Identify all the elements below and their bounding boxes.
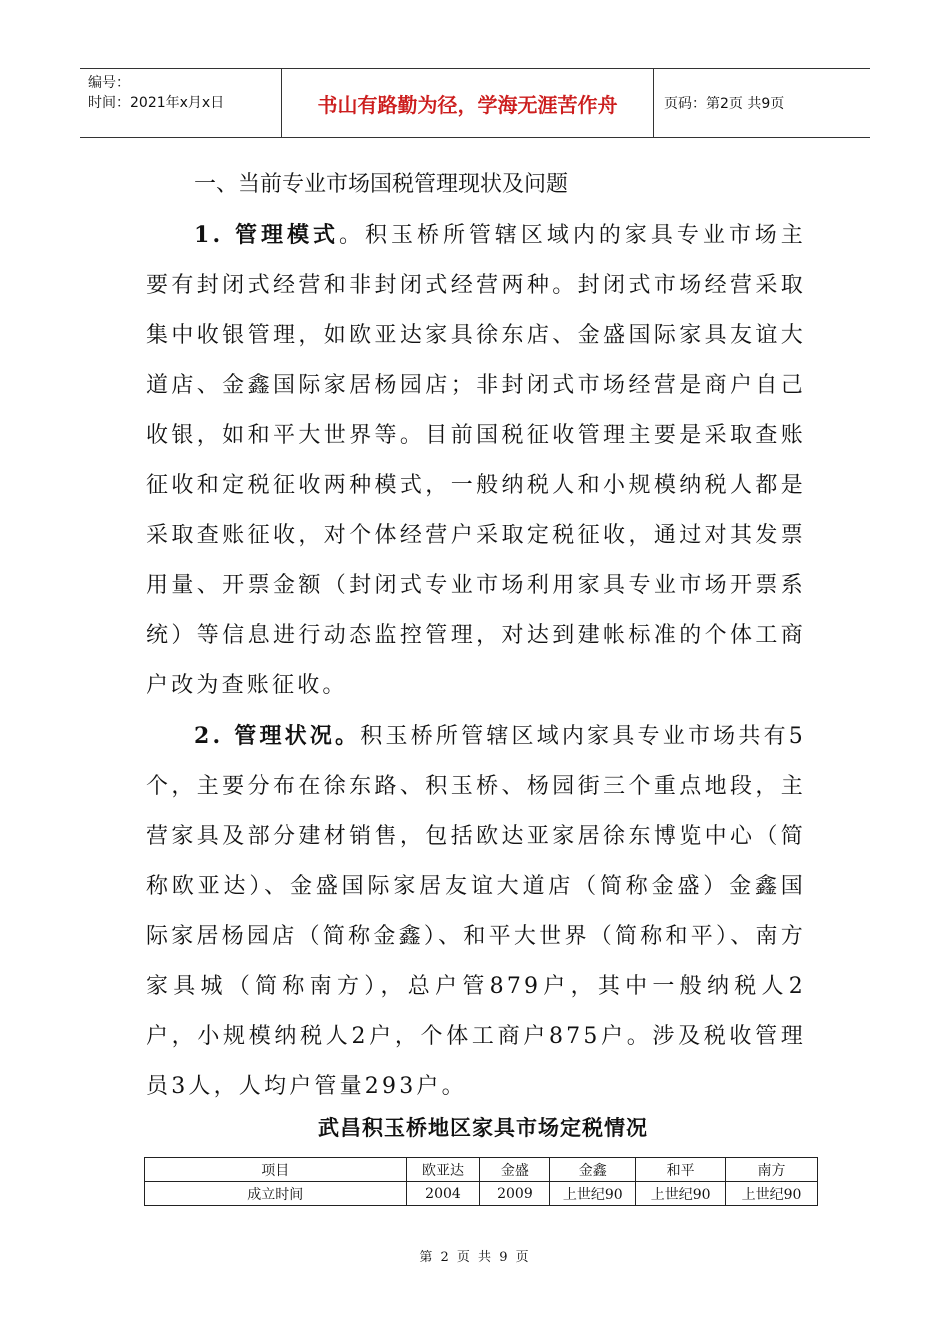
paragraph-lead: 1. 管理模式 [194, 222, 339, 248]
table-header-cell: 项目 [145, 1158, 407, 1182]
paragraph-management-status [146, 711, 806, 1112]
table-cell: 2004 [406, 1182, 480, 1206]
table-cell: 成立时间 [145, 1182, 407, 1206]
table-cell: 上世纪90 [550, 1182, 636, 1206]
header-meta [80, 69, 282, 137]
document-body [146, 160, 806, 1112]
section-heading: 一、当前专业市场国税管理现状及问题 [194, 172, 569, 197]
table-title: 武昌积玉桥地区家具市场定税情况 [318, 1115, 648, 1140]
document-number-label: 编号： [88, 75, 130, 91]
page-footer: 第 2 页 共 9 页 [419, 1250, 531, 1265]
table-row [145, 1182, 818, 1206]
document-time-label: 时间：2021年x月x日 [88, 95, 225, 111]
table-cell: 2009 [480, 1182, 550, 1206]
header-motto: 书山有路勤为径，学海无涯苦作舟 [282, 69, 654, 137]
tax-table [144, 1157, 818, 1206]
paragraph-lead: 2. 管理状况。 [194, 723, 361, 749]
table-cell: 上世纪90 [726, 1182, 818, 1206]
table-header-row [145, 1158, 818, 1182]
table-header-cell: 南方 [726, 1158, 818, 1182]
page-header [80, 68, 870, 138]
table-cell: 上世纪90 [636, 1182, 726, 1206]
header-page-number: 页码：第2页 共9页 [664, 96, 785, 112]
paragraph-management-mode [146, 210, 806, 711]
paragraph-text: 。积玉桥所管辖区域内的家具专业市场主要有封闭式经营和非封闭式经营两种。封闭式市场经营采取集中收银管理，如欧亚达家具徐东店、金盛国际家具友谊大道店、金鑫国际家居杨园店；非封闭式市场经营是商户自己收银，如和平大世界等。目前国税征收管理主要是采取查账征收和定税征收两种模式，一般纳税人和小规模纳税人都是采取查账征收，对个体经营户采取定税征收，通过对其发票用量、开票金额（封闭式专业市场利用家具专业市场开票系统）等信息进行动态监控管理，对达到建帐标准的个体工商户改为查账征收。 [146, 223, 806, 698]
table-header-cell: 欧亚达 [406, 1158, 480, 1182]
table-header-cell: 金鑫 [550, 1158, 636, 1182]
table-header-cell: 和平 [636, 1158, 726, 1182]
paragraph-text: 积玉桥所管辖区域内家具专业市场共有5个，主要分布在徐东路、积玉桥、杨园街三个重点地段，主营家具及部分建材销售，包括欧达亚家居徐东博览中心（简称欧亚达）、金盛国际家居友谊大道店（简称金盛）金鑫国际家居杨园店（简称金鑫）、和平大世界（简称和平）、南方家具城（简称南方），总户管879户，其中一般纳税人2户，小规模纳税人2户，个体工商户875户。涉及税收管理员3人，人均户管量293户。 [146, 724, 806, 1099]
table-header-cell: 金盛 [480, 1158, 550, 1182]
